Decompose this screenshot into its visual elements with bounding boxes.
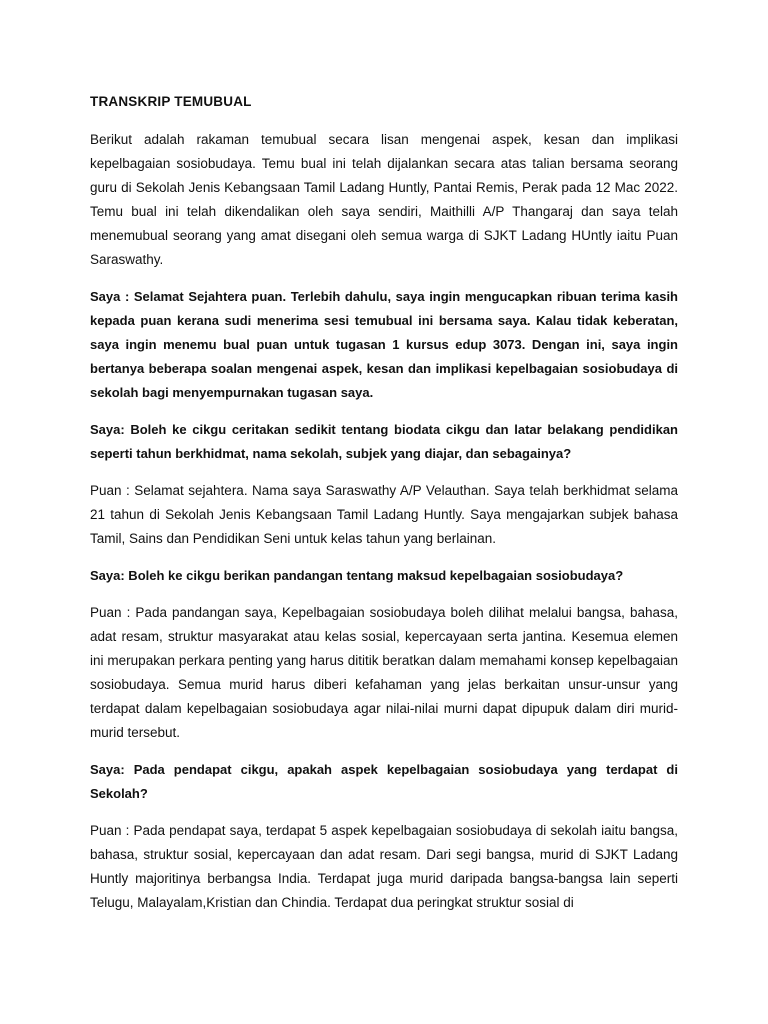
document-title: TRANSKRIP TEMUBUAL [90,94,252,109]
question-definition: Saya: Boleh ke cikgu berikan pandangan tentang maksud kepelbagaian sosiobudaya? [90,568,624,583]
intro-paragraph: Berikut adalah rakaman temubual secara lisan mengenai aspek, kesan dan implikasi kepelbagaian sosiobudaya. Temu bual ini telah dijalankan secara atas talian bersama seorang guru di Sekolah Jenis Kebangsaan Tamil Ladang Huntly, Pantai Remis, Perak pada 12 Mac 2022. Temu bual ini telah dikendalikan oleh saya sendiri, Maithilli A/P Thangaraj dan saya telah menemubual seorang yang amat disegani oleh semua warga di SJKT Ladang HUntly iaitu Puan Saraswathy. [90,132,678,267]
question-greeting: Saya : Selamat Sejahtera puan. Terlebih dahulu, saya ingin mengucapkan ribuan terima kasih kepada puan kerana sudi menerima sesi temubual ini bersama saya. Kalau tidak keberatan, saya ingin menemu bual puan untuk tugasan 1 kursus edup 3073. Dengan ini, saya ingin bertanya beberapa soalan mengenai aspek, kesan dan implikasi kepelbagaian sosiobudaya di sekolah bagi menyempurnakan tugasan saya. [90,289,678,400]
answer-aspects: Puan : Pada pendapat saya, terdapat 5 aspek kepelbagaian sosiobudaya di sekolah iaitu bangsa, bahasa, struktur sosial, kepercayaan dan adat resam. Dari segi bangsa, murid di SJKT Ladang Huntly majoritinya berbangsa India. Terdapat juga murid daripada bangsa-bangsa lain seperti Telugu, Malayalam,Kristian dan Chindia. Terdapat dua peringkat struktur sosial di [90,823,678,910]
bottom-fade [0,964,768,1024]
question-aspects: Saya: Pada pendapat cikgu, apakah aspek kepelbagaian sosiobudaya yang terdapat di Sekolah? [90,762,678,801]
answer-definition: Puan : Pada pandangan saya, Kepelbagaian sosiobudaya boleh dilihat melalui bangsa, bahasa, adat resam, struktur masyarakat atau kelas sosial, kepercayaan serta jantina. Kesemua elemen ini merupakan perkara penting yang harus dititik beratkan dalam memahami konsep kepelbagaian sosiobudaya. Semua murid harus diberi kefahaman yang jelas berkaitan unsur-unsur yang terdapat dalam kepelbagaian sosiobudaya agar nilai-nilai murni dapat dipupuk dalam diri murid-murid tersebut. [90,605,678,740]
answer-biodata: Puan : Selamat sejahtera. Nama saya Saraswathy A/P Velauthan. Saya telah berkhidmat selama 21 tahun di Sekolah Jenis Kebangsaan Tamil Ladang Huntly. Saya mengajarkan subjek bahasa Tamil, Sains dan Pendidikan Seni untuk kelas tahun yang berlainan. [90,483,678,546]
question-biodata: Saya: Boleh ke cikgu ceritakan sedikit tentang biodata cikgu dan latar belakang pendidikan seperti tahun berkhidmat, nama sekolah, subjek yang diajar, dan sebagainya? [90,422,678,461]
